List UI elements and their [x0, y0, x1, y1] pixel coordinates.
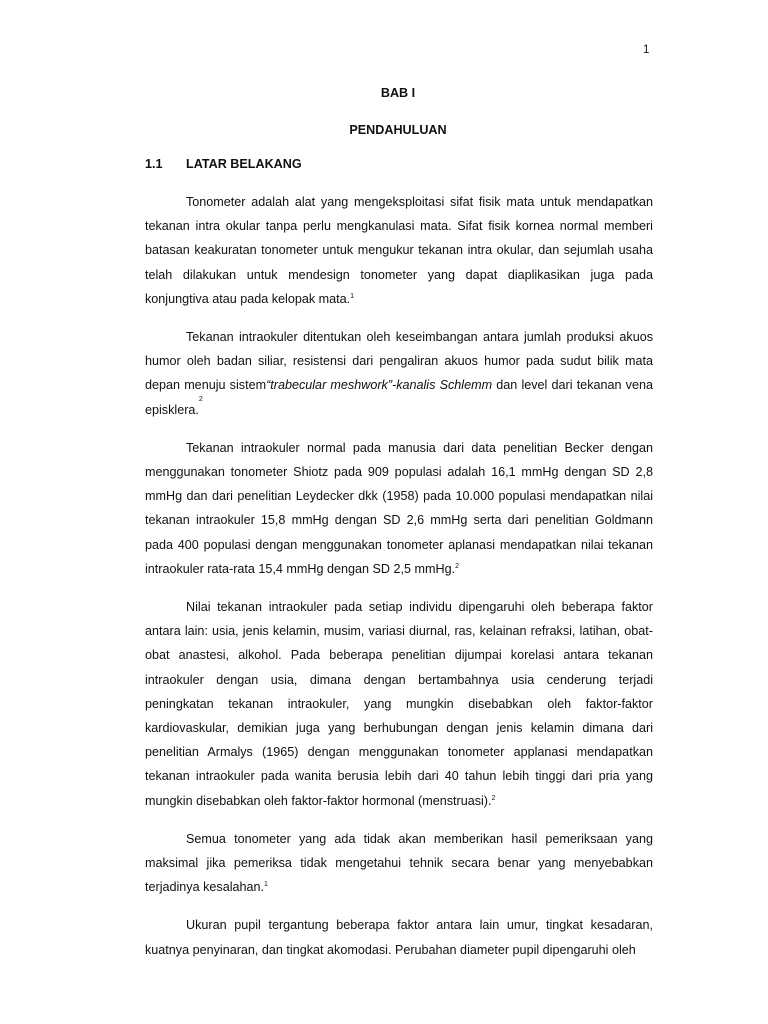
section-heading: [145, 157, 302, 171]
paragraph-4: [145, 595, 653, 813]
paragraph-3-ref: 2: [455, 562, 459, 570]
page-number: 1: [643, 44, 650, 56]
paragraph-3: [145, 436, 653, 581]
paragraph-6: [145, 913, 653, 961]
paragraph-3-text: Tekanan intraokuler normal pada manusia dari data penelitian Becker dengan menggunakan tonometer Shiotz pada 909 populasi adalah 16,1 mmHg dengan SD 2,8 mmHg dan dari penelitian Leydecker dkk (1958) pada 10.000 populasi mendapatkan nilai tekanan intraokuler 15,8 mmHg dengan SD 2,6 mmHg serta dari penelitian Goldmann pada 400 populasi dengan menggunakan tonometer aplanasi mendapatkan nilai tekanan intraokuler rata-rata 15,4 mmHg dengan SD 2,5 mmHg.: [145, 440, 653, 576]
paragraph-1-ref: 1: [350, 292, 355, 300]
paragraph-6-text: Ukuran pupil tergantung beberapa faktor antara lain umur, tingkat kesadaran, kuatnya penyinaran, dan tingkat akomodasi. Perubahan diameter pupil dipengaruhi oleh: [145, 918, 653, 957]
paragraph-5-text: Semua tonometer yang ada tidak akan memberikan hasil pemeriksaan yang maksimal jika pemeriksa tidak mengetahui tehnik secara benar yang menyebabkan terjadinya kesalahan.: [145, 831, 653, 895]
paragraph-1-text: Tonometer adalah alat yang mengeksploitasi sifat fisik mata untuk mendapatkan tekanan intra okular tanpa perlu mengkanulasi mata. Sifat fisik kornea normal memberi batasan keakuratan tonometer untuk mengukur tekanan intra okular, dan sejumlah usaha telah dilakukan untuk mendesign tonometer yang dapat diaplikasikan juga pada konjungtiva atau pada kelopak mata.: [145, 195, 653, 306]
paragraph-4-text: Nilai tekanan intraokuler pada setiap individu dipengaruhi oleh beberapa faktor antara lain: usia, jenis kelamin, musim, variasi diurnal, ras, kelainan refraksi, latihan, obat-obat anastesi, alkohol. Pada beberapa penelitian dijumpai korelasi antara tekanan intraokuler dengan usia, dimana dengan bertambahnya usia cenderung terjadi peningkatan tekanan intraokuler, yang mungkin disebabkan oleh faktor-faktor kardiovaskular, demikian juga yang berhubungan dengan jenis kelamin dimana dari penelitian Armalys (1965) dengan menggunakan tonometer applanasi mendapatkan tekanan intraokuler pada wanita berusia lebih dari 40 tahun lebih tinggi dari pria yang mungkin disebabkan oleh faktor-faktor hormonal (menstruasi).: [145, 600, 653, 808]
paragraph-2-italic-term: “trabecular meshwork”-kanalis Schlemm: [266, 378, 493, 393]
body-text: [145, 190, 653, 962]
chapter-title: PENDAHULUAN: [349, 123, 447, 137]
paragraph-2-ref: 2: [198, 395, 203, 403]
paragraph-2: [145, 325, 653, 422]
paragraph-4-ref: 2: [491, 794, 496, 802]
section-number: 1.1: [145, 157, 163, 171]
chapter-heading: BAB I: [380, 86, 416, 100]
paragraph-2-text-before: Tekanan intraokuler ditentukan oleh keseimbangan antara jumlah produksi akuos humor oleh badan siliar, resistensi dari pengaliran akuos humor pada sudut bilik mata depan menuju sistem: [145, 330, 653, 393]
paragraph-5-ref: 1: [264, 881, 268, 889]
paragraph-5: [145, 827, 653, 900]
paragraph-1: [145, 190, 653, 311]
paragraph-2-text-after: dan level dari tekanan vena episklera.: [145, 378, 653, 417]
section-title: LATAR BELAKANG: [186, 157, 302, 171]
